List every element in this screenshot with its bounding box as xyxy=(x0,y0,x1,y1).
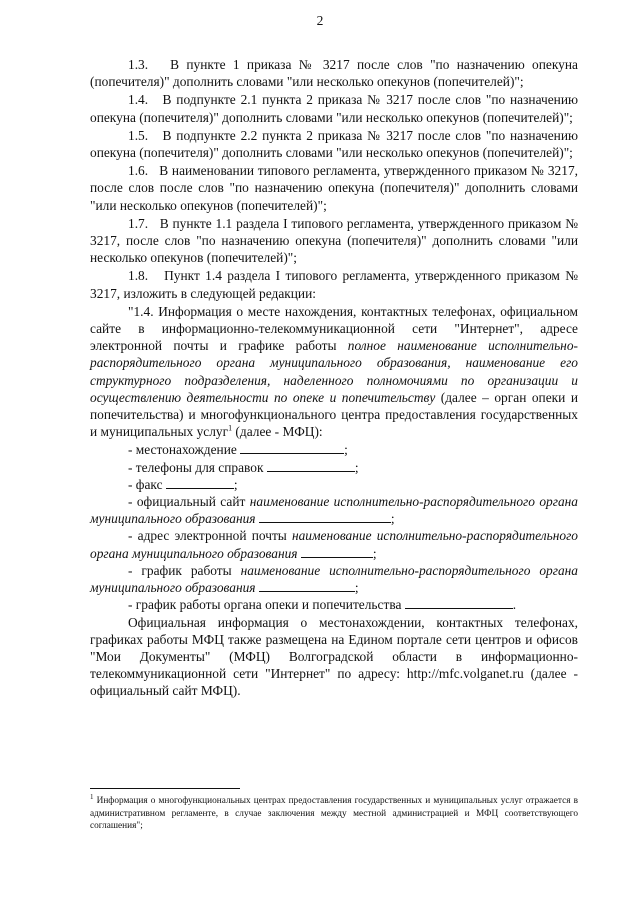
item-schedule-guardianship-label: - график работы органа опеки и попечительства xyxy=(128,597,402,613)
item-location-label: - местонахождение xyxy=(128,442,237,458)
blank-line xyxy=(259,579,355,592)
item-site xyxy=(90,493,578,527)
quote-text-3: (далее - МФЦ): xyxy=(232,424,323,440)
item-location xyxy=(90,441,578,458)
page-number: 2 xyxy=(316,13,324,28)
blank-line xyxy=(240,441,344,454)
blank-line xyxy=(301,545,373,558)
footnote xyxy=(90,792,578,833)
quote-text-1: "1.4. Информация о месте нахождения, контактных телефонах, официальном сайте в информационно-телекоммуникационной сети "Интернет", адресе электронной почты и графике работы xyxy=(90,303,578,354)
item-punct: ; xyxy=(233,476,238,492)
item-email-label: - адрес электронной почты xyxy=(128,528,292,544)
blank-line xyxy=(166,476,234,489)
paragraph-1-5: 1.5. В подпункте 2.2 пункта 2 приказа № 3217 после слов "по назначению опекуна (попечителя)" дополнить словами "или несколько опекунов (попечителей)"; xyxy=(90,127,578,161)
item-fax xyxy=(90,476,578,493)
item-punct: ; xyxy=(372,545,377,561)
item-punct: ; xyxy=(390,511,395,527)
paragraph-1-6: 1.6. В наименовании типового регламента, утвержденного приказом № 3217, после слов после слов "по назначению опекуна (попечителя)" дополнить словами "или несколько опекунов (попечителей)"; xyxy=(90,163,578,213)
official-info-paragraph: Официальная информация о местонахождении, контактных телефонах, графиках работы МФЦ также размещена на Едином портале сети центров и офисов "Мои Документы" (МФЦ) Волгоградской области в информационно-телекоммуникационной сети "Интернет" по адресу: http://mfc.volganet.ru (далее - официальный сайт МФЦ). xyxy=(90,614,578,699)
footnote-mark: 1 xyxy=(90,792,94,801)
paragraph-1-3: 1.3. В пункте 1 приказа № 3217 после слов "по назначению опекуна (попечителя)" дополнить словами "или несколько опекунов (попечителей)"; xyxy=(90,57,578,90)
item-site-italic: наименование исполнительно-распорядительного органа муниципального образования xyxy=(90,494,578,527)
quote-italic-authority: полное наименование исполнительно-распорядительного органа муниципального образования, наименование его структурного подразделения, наделенного полномочиями по организации и осуществлению деятельности по опеке и попечительству xyxy=(90,338,578,405)
quoted-paragraph-1-4 xyxy=(90,303,578,441)
item-schedule-italic: наименование исполнительно-распорядительного органа муниципального образования xyxy=(90,562,578,596)
item-phones xyxy=(90,459,578,476)
item-punct: . xyxy=(512,597,517,613)
item-phones-label: - телефоны для справок xyxy=(128,459,264,475)
item-schedule-guardianship xyxy=(90,596,578,613)
paragraph-1-4: 1.4. В подпункте 2.1 пункта 2 приказа № 3217 после слов "по назначению опекуна (попечителя)" дополнить словами "или несколько опекунов (попечителей)"; xyxy=(90,92,578,125)
item-punct: ; xyxy=(354,580,359,596)
document-body xyxy=(90,56,578,701)
quote-text-2: (далее – орган опеки и попечительства) и многофункционального центра предоставления государственных и муниципальных услуг xyxy=(90,389,578,440)
blank-line xyxy=(267,459,355,472)
paragraph-1-8: 1.8. Пункт 1.4 раздела I типового регламента, утвержденного приказом № 3217, изложить в следующей редакции: xyxy=(90,268,578,301)
item-fax-label: - факс xyxy=(128,476,163,492)
item-punct: ; xyxy=(354,459,359,475)
item-site-label: - официальный сайт xyxy=(128,494,250,510)
blank-line xyxy=(259,510,391,523)
paragraph-1-7: 1.7. В пункте 1.1 раздела I типового регламента, утвержденного приказом № 3217, после слов "по назначению опекуна (попечителя)" дополнить словами "или несколько опекунов (попечителей)"; xyxy=(90,215,578,266)
item-schedule xyxy=(90,562,578,596)
footnote-text: Информация о многофункциональных центрах предоставления государственных и муниципальных услуг отражается в административном регламенте, в случае заключения между местной администрацией и МФЦ соответствующего соглашения"; xyxy=(90,796,578,831)
item-email-italic: наименование исполнительно-распорядительного органа муниципального образования xyxy=(90,528,578,561)
blank-line xyxy=(405,596,513,609)
footnote-divider xyxy=(90,788,240,789)
item-punct: ; xyxy=(344,442,348,458)
footnote-reference: 1 xyxy=(228,423,233,433)
item-schedule-label: - график работы xyxy=(128,562,241,578)
item-email xyxy=(90,527,578,561)
